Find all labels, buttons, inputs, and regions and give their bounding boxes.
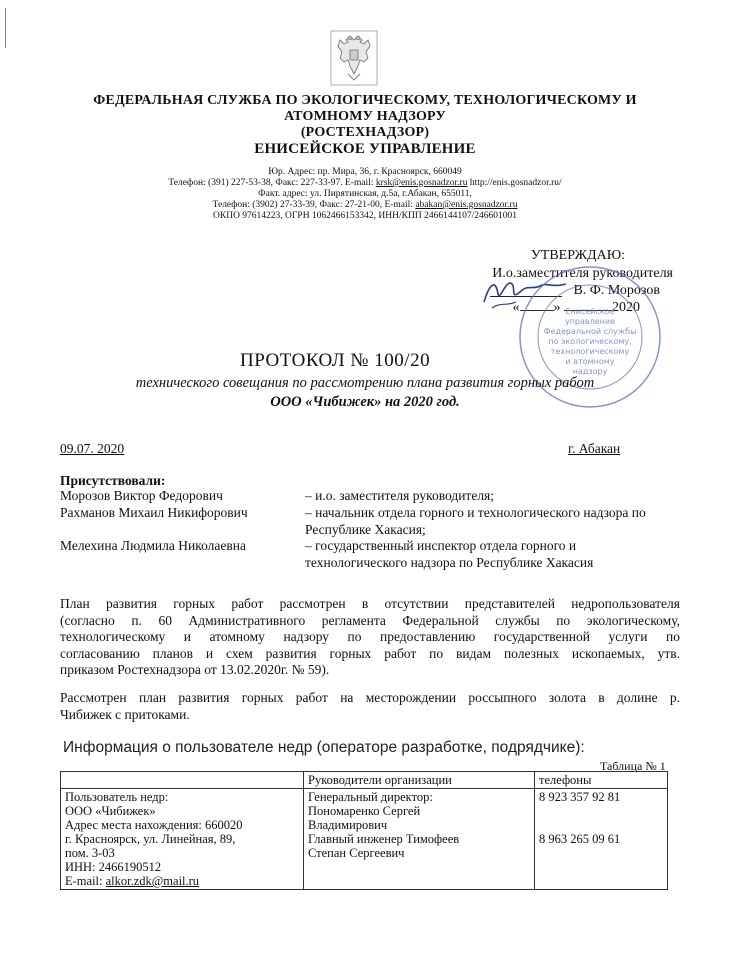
approval-label: УТВЕРЖДАЮ: (530, 248, 625, 263)
paragraph-plan-review (60, 596, 680, 679)
contact-phones-krasnoyarsk (60, 178, 670, 189)
table-header-cell: телефоны (535, 772, 668, 789)
contact-actual-address: Факт. адрес: ул. Пирятинская, д.5а, г.Абакан, 655011, (258, 189, 472, 199)
contact-phone-text-abakan: Телефон: (3902) 27-33-39, Факс: 27-21-00, E-mail: (212, 200, 416, 210)
attendee-role: – начальник отдела горного и технологического надзора по Республике Хакасия; (305, 505, 646, 537)
contact-legal-address: Юр. Адрес: пр. Мира, 36, г. Красноярск, 660049 (268, 167, 462, 177)
paragraph-line: согласованию планов и схем развития горных работ по видам полезных ископаемых, утв. (60, 645, 680, 661)
cell-line: Главный инженер Тимофеев (308, 832, 460, 846)
approval-date-close: » (553, 300, 564, 315)
attendees-label: Присутствовали: (60, 473, 166, 488)
table-header-cell: Руководители организации (304, 772, 535, 789)
table-header-cell (61, 772, 304, 789)
email-link-abakan[interactable]: abakan@enis.gosnadzor.ru (415, 200, 518, 210)
attendee-name: Морозов Виктор Федорович (60, 488, 223, 503)
table-header-row (61, 772, 668, 789)
approval-date-open: « (512, 300, 520, 315)
cell-line: Генеральный директор: (308, 790, 433, 804)
paragraph-line: приказом Ростехнадзора от 13.02.2020г. № 59). (60, 662, 330, 677)
svg-text:надзору: надзору (572, 367, 608, 376)
svg-text:управление: управление (564, 317, 616, 326)
attendee-role: – государственный инспектор отдела горного и технологического надзора по Республике Хакасия (305, 538, 594, 570)
protocol-subtitle: технического совещания по рассмотрению плана развития горных работ (135, 375, 595, 391)
coat-of-arms-icon (330, 30, 378, 86)
approval-name: В. Ф. Морозов (573, 283, 660, 298)
protocol-place: г. Абакан (568, 441, 621, 456)
attendee-role: – и.о. заместителя руководителя; (305, 488, 495, 503)
cell-line: Пономаренко Сергей (308, 804, 421, 818)
paragraph-line: План развития горных работ рассмотрен в отсутствии представителей недропользователя (60, 596, 680, 611)
attendee-name: Рахманов Михаил Никифорович (60, 505, 248, 520)
paragraph-deposit (60, 690, 680, 723)
website-link[interactable]: http://enis.gosnadzor.ru/ (467, 178, 562, 188)
svg-text:Енисейское: Енисейское (565, 307, 615, 316)
cell-line: Владимирович (308, 818, 388, 832)
table-number: Таблица № 1 (600, 759, 666, 773)
cell-line: ООО «Чибижек» (65, 804, 156, 818)
paragraph-line: (согласно п. 60 Административного регламента Федеральной службы по экологическому, (60, 612, 680, 628)
phone-number: 8 923 357 92 81 (539, 790, 621, 804)
cell-line: пом. 3-03 (65, 846, 115, 860)
email-link-krsk[interactable]: krsk@enis.gosnadzor.ru (375, 178, 468, 188)
approval-position: И.о.заместителя руководителя (492, 266, 673, 281)
approval-year: 2020 (612, 300, 640, 315)
svg-text:и атомному: и атомному (565, 357, 615, 366)
contact-registration-codes: ОКПО 97614223, ОГРН 1062466153342, ИНН/КПП 2466144107/246601001 (213, 211, 517, 221)
subsoil-user-table (60, 771, 668, 890)
scan-edge-mark (5, 8, 6, 48)
contact-phones-abakan (60, 200, 670, 211)
email-prefix: E-mail: (65, 874, 106, 888)
subsoil-user-cell (61, 789, 304, 890)
paragraph-line: Рассмотрен план развития горных работ на месторождении россыпного золота в долине р. (60, 690, 680, 705)
phones-cell (535, 789, 668, 890)
subsoil-user-heading: Информация о пользователе недр (операторе разработке, подрядчике): (63, 739, 585, 756)
cell-line: ИНН: 2466190512 (65, 860, 162, 874)
svg-text:Федеральной службы: Федеральной службы (543, 327, 637, 336)
phone-number: 8 963 265 09 61 (539, 832, 621, 846)
cell-line: Адрес места нахождения: 660020 (65, 818, 243, 832)
svg-text:по экологическому,: по экологическому, (548, 337, 632, 346)
paragraph-line: Чибижек с притоками. (60, 706, 190, 722)
org-name-line1: ФЕДЕРАЛЬНАЯ СЛУЖБА ПО ЭКОЛОГИЧЕСКОМУ, ТЕХНОЛОГИЧЕСКОМУ И (93, 93, 637, 108)
protocol-company: ООО «Чибижек» на 2020 год. (270, 394, 460, 410)
cell-line: г. Красноярск, ул. Линейная, 89, (65, 832, 236, 846)
org-name-line3: (РОСТЕХНАДЗОР) (300, 125, 430, 140)
cell-line (65, 874, 299, 888)
table-row (61, 789, 668, 890)
leaders-cell (304, 789, 535, 890)
cell-line: Пользователь недр: (65, 790, 169, 804)
protocol-date: 09.07. 2020 (60, 441, 125, 456)
contact-phone-text: Телефон: (391) 227-53-38, Факс: 227-33-97. E-mail: (168, 178, 376, 188)
org-name-line2: АТОМНОМУ НАДЗОРУ (284, 109, 446, 124)
protocol-title: ПРОТОКОЛ № 100/20 (240, 350, 431, 371)
org-department: ЕНИСЕЙСКОЕ УПРАВЛЕНИЕ (254, 141, 476, 157)
company-email-link[interactable]: alkor.zdk@mail.ru (105, 874, 200, 888)
cell-line: Степан Сергеевич (308, 846, 405, 860)
svg-text:технологическому: технологическому (550, 347, 630, 356)
paragraph-line: технологическому и атомному надзору по предоставлению государственной услуги по (60, 629, 680, 644)
attendee-name: Мелехина Людмила Николаевна (60, 538, 246, 553)
